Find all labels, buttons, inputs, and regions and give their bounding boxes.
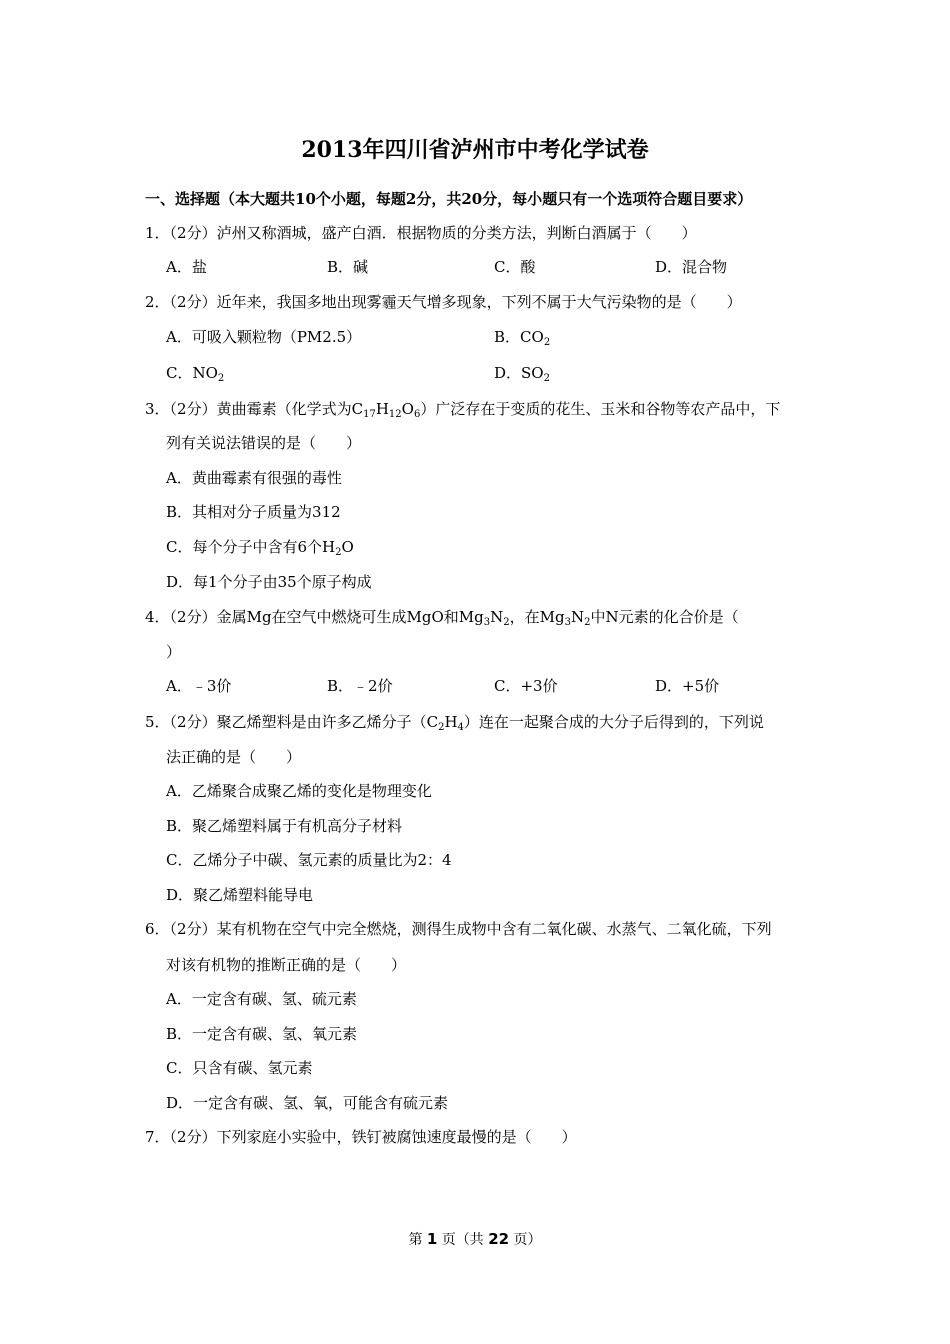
- question-6-option-a: A．一定含有碳、氢、硫元素: [166, 990, 357, 1008]
- section-heading: 一、选择题（本大题共10个小题，每题2分，共20分，每小题只有一个选项符合题目要求）: [145, 190, 753, 208]
- question-2-option-c: C．$NO_2$: [166, 364, 225, 384]
- question-7-stem: 7．（2分）下列家庭小实验中，铁钉被腐蚀速度最慢的是（ ）: [145, 1128, 577, 1146]
- question-5-option-a: A．乙烯聚合成聚乙烯的变化是物理变化: [166, 782, 432, 800]
- question-1-option-c: C．酸: [494, 258, 536, 276]
- question-6-stem: 6．（2分）某有机物在空气中完全燃烧，测得生成物中含有二氧化碳、水蒸气、二氧化硫，下列: [145, 920, 772, 938]
- question-4-option-b: B．﹣2价: [327, 677, 393, 695]
- question-3-option-d: D．每1个分子由35个原子构成: [166, 573, 372, 591]
- question-3-option-a: A．黄曲霉素有很强的毒性: [166, 469, 342, 487]
- question-5-option-d: D．聚乙烯塑料能导电: [166, 886, 314, 904]
- question-3-stem-continued: 列有关说法错误的是（ ）: [166, 434, 362, 452]
- question-3-stem: 3．（2分）黄曲霉素（化学式为$C_{17}H_{12}O_6$）广泛存在于变质的花生、玉米和谷物等农产品中，下: [145, 400, 781, 420]
- question-3-option-b: B．其相对分子质量为312: [166, 503, 341, 521]
- question-2-option-a: A．可吸入颗粒物（PM2.5）: [166, 328, 362, 346]
- question-6-option-d: D．一定含有碳、氢、氧，可能含有硫元素: [166, 1094, 449, 1112]
- question-3-option-c: C．每个分子中含有6个$H_2O$: [166, 538, 354, 558]
- question-1-option-a: A．盐: [166, 258, 207, 276]
- question-4-option-c: C．+3价: [494, 677, 558, 695]
- question-2-option-b: B．$CO_2$: [494, 328, 551, 348]
- question-6-option-b: B．一定含有碳、氢、氧元素: [166, 1025, 358, 1043]
- question-1-stem: 1．（2分）泸州又称酒城，盛产白酒．根据物质的分类方法，判断白酒属于（ ）: [145, 224, 697, 242]
- question-2-option-d: D．$SO_2$: [494, 364, 550, 384]
- question-2-stem: 2．（2分）近年来，我国多地出现雾霾天气增多现象，下列不属于大气污染物的是（ ）: [145, 293, 742, 311]
- page-number: 1: [426, 1230, 438, 1248]
- question-4-option-a: A．﹣3价: [166, 677, 232, 695]
- page-total: 22: [488, 1230, 510, 1248]
- page-footer: 第 1 页（共 22 页）: [408, 1230, 542, 1248]
- question-6-option-c: C．只含有碳、氢元素: [166, 1059, 313, 1077]
- question-4-stem-continued: ）: [166, 643, 182, 661]
- question-4-option-d: D．+5价: [655, 677, 720, 695]
- question-5-stem-continued: 法正确的是（ ）: [166, 748, 302, 766]
- question-5-option-c: C．乙烯分子中碳、氢元素的质量比为2：4: [166, 851, 452, 869]
- question-5-stem: 5．（2分）聚乙烯塑料是由许多乙烯分子$(C_2H_4)$连在一起聚合成的大分子后得到的，下列说: [145, 713, 764, 733]
- question-1-option-b: B．碱: [327, 258, 369, 276]
- question-4-stem: 4．（2分）金属Mg在空气中燃烧可生成MgO和$Mg_3N_2$，在$Mg_3N_2$中N元素的化合价是（: [145, 608, 739, 628]
- page-title: 2013年四川省泸州市中考化学试卷: [301, 137, 649, 163]
- question-1-option-d: D．混合物: [655, 258, 728, 276]
- question-5-option-b: B．聚乙烯塑料属于有机高分子材料: [166, 817, 403, 835]
- question-6-stem-continued: 对该有机物的推断正确的是（ ）: [166, 956, 407, 974]
